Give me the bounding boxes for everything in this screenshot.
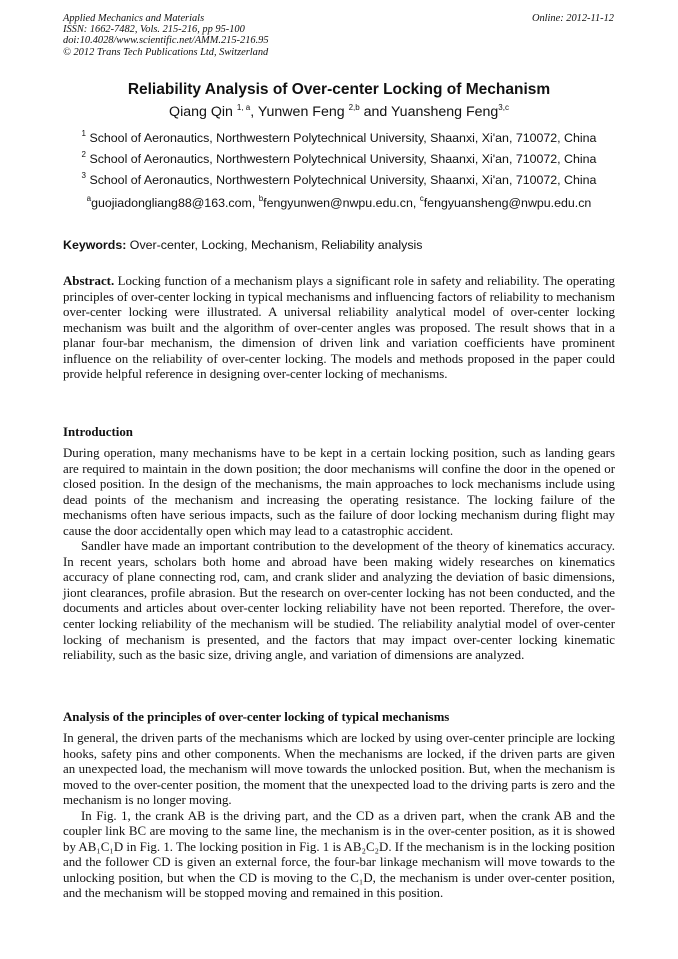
abstract-label: Abstract. [63, 274, 115, 288]
paragraph: In Fig. 1, the crank AB is the driving part, and the CD as a driven part, when the crank AB and the coupler link BC are moving to the same line, the mechanism is in the over-center position, as it is showed by AB₁C₁D in Fig. 1. The locking position in Fig. 1 is AB₂C₂D. If the mechanism is in the locking position and the follower CD is given an external force, the four-bar linkage mechanism will move towards to the unlocking position, but when the CD is moving to the C₁D, the mechanism is under over-center position, and the mechanism will be stopped moving and remained in this position. [63, 808, 615, 901]
author-sep: , [250, 104, 258, 120]
email[interactable]: fengyuansheng@nwpu.edu.cn [423, 196, 592, 210]
paragraph: Sandler have made an important contribution to the development of the theory of kinematics accuracy. In recent years, scholars both home and abroad have been making widely researches on kinematics accuracy of plane connecting rod, cam, and crank slider and analyzing the deviation of basic dimensions, jiont clearances, profile abrasion. But the research on over-center locking has not been conducted, and the documents and articles about over-center locking reliability have not been reported. Therefore, the over-center locking reliability of the mechanism will be studied. The reliability analytial model of over-center locking of mechanism is presented, and the factors that may impact over-center locking kinematic reliability, such as the basic size, driving angle, and variation of dimensions are analyzed. [63, 539, 615, 663]
copyright: © 2012 Trans Tech Publications Ltd, Switzerland [63, 46, 269, 58]
author: Yuansheng Feng [391, 104, 499, 120]
emails [0, 196, 678, 211]
section-heading: Analysis of the principles of over-center locking of typical mechanisms [63, 710, 450, 724]
issn: ISSN: 1662-7482, Vols. 215-216, pp 95-100 [63, 24, 245, 36]
email-sup: c [419, 194, 424, 203]
journal-header [63, 13, 269, 58]
doi: doi:10.4028/www.scientific.net/AMM.215-216.95 [63, 35, 269, 47]
affiliation [0, 173, 678, 188]
affiliation [0, 131, 678, 146]
email-sup: a [86, 194, 92, 203]
author: Yunwen Feng [257, 104, 349, 120]
paragraph: During operation, many mechanisms have to be kept in a certain locking position, such as landing gears are required to maintain in the down position; the door mechanisms will confine the door in the opened or closed position. In the design of the mechanisms, the main approaches to lock mechanisms include using dead points of the mechanism and increasing the operating resistance. The locking failure of the mechanisms often have serious impacts, such as the failure of door locking mechanism during flight may cause the door accidentally open which may lead to a catastrophic accident. [63, 446, 615, 538]
aff-sup: 1 [81, 129, 86, 138]
keywords-label: Keywords: [63, 238, 127, 252]
section-body [63, 731, 615, 902]
aff-sup: 3 [81, 171, 86, 180]
author: Qiang Qin [169, 104, 237, 120]
abstract [63, 274, 615, 383]
author-sup: 3,c [498, 103, 509, 112]
journal-name: Applied Mechanics and Materials [63, 13, 205, 24]
email[interactable]: fengyunwen@nwpu.edu.cn, [263, 196, 420, 210]
paragraph: In general, the driven parts of the mechanisms which are locked by using over-center principle are locking hooks, safety pins and other components. When the mechanisms are locked, if the driven parts are given an unexpected load, the mechanism will move towards the unlocked position. But, when the mechanism is moved to the over-center position, the moment that the unexpected load to the driving parts is zero and the mechanism is no longer moving. [63, 731, 615, 808]
aff-text: School of Aeronautics, Northwestern Polytechnical University, Shaanxi, Xi'an, 710072, China [86, 173, 597, 187]
section-heading: Introduction [63, 425, 133, 439]
aff-text: School of Aeronautics, Northwestern Polytechnical University, Shaanxi, Xi'an, 710072, China [86, 152, 597, 166]
section-body [63, 446, 615, 664]
affiliation [0, 152, 678, 167]
online-date: Online: 2012-11-12 [531, 13, 614, 24]
abstract-text: Locking function of a mechanism plays a significant role in safety and reliability. The operating principles of over-center locking in typical mechanisms and influencing factors of reliability to mechanism over-center locking were illustrated. A universal reliability analytical model of over-center locking mechanism was built and the algorithm of over-center angles was proposed. The result shows that in a planar four-bar mechanism, the dimension of driven link and variation coefficients have prominent influence on the reliability of over-center locking. The models and methods proposed in the paper could provide helpful reference in designing over-center locking of mechanisms. [63, 274, 615, 382]
keywords-text: Over-center, Locking, Mechanism, Reliability analysis [126, 238, 423, 252]
email[interactable]: guojiadongliang88@163.com, [91, 196, 259, 210]
aff-text: School of Aeronautics, Northwestern Polytechnical University, Shaanxi, Xi'an, 710072, China [86, 131, 597, 145]
author-sep: and [359, 104, 391, 120]
email-sup: b [258, 194, 264, 203]
author-sup: 1, a [236, 103, 251, 112]
aff-sup: 2 [81, 150, 86, 159]
paper-title: Reliability Analysis of Over-center Locking of Mechanism [127, 81, 551, 98]
authors [0, 103, 678, 121]
keywords [63, 238, 422, 253]
author-sup: 2,b [348, 103, 360, 112]
